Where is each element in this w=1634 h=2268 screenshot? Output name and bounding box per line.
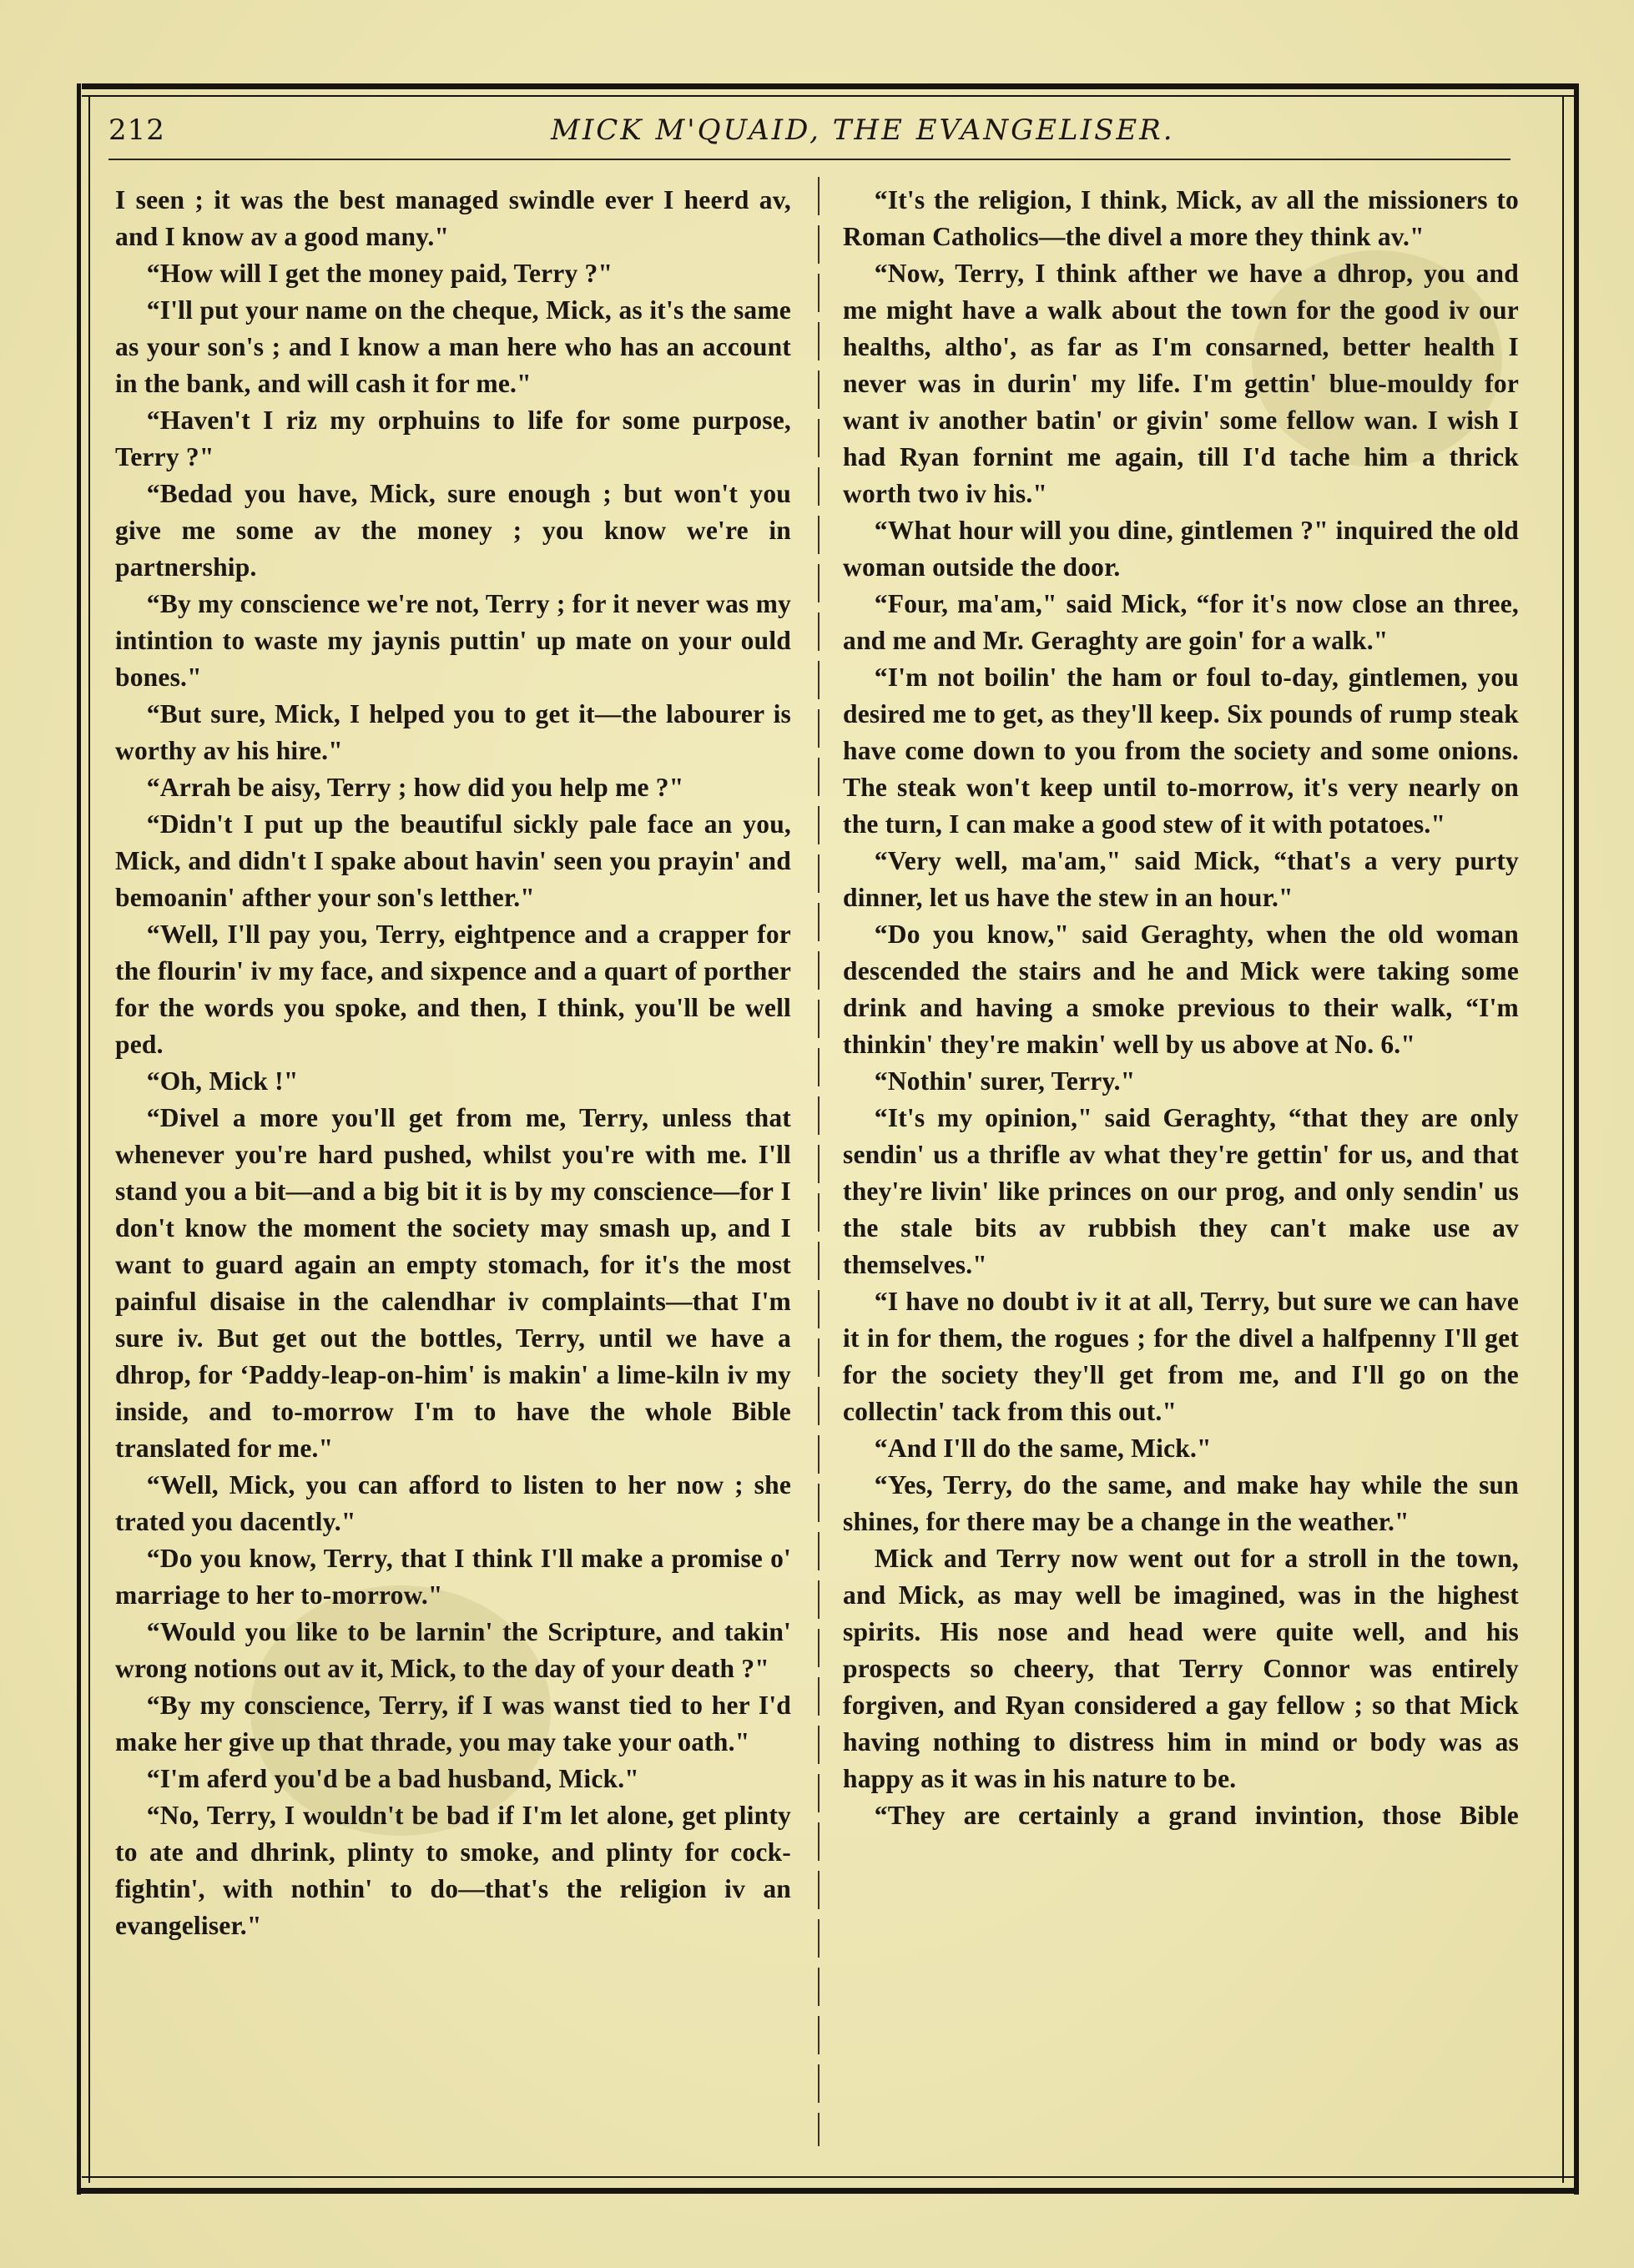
paragraph: “And I'll do the same, Mick." <box>874 1434 1212 1463</box>
page-number: 212 <box>108 113 165 147</box>
header-rule <box>108 159 1510 160</box>
paragraph: “Now, Terry, I think afther we have a dhrop, you and me might have a walk about the town for the good iv our healths, altho', as far as I'm consarned, better health I never was in durin' my life. I'm gettin' blue-mouldy for want iv another batin' or givin' some fellow wan. I wish I had Ryan fornint me again, till I'd tache him a thrick worth two iv his." <box>843 259 1519 508</box>
running-head: MICK M'QUAID, THE EVANGELISER. <box>551 113 1175 147</box>
paragraph: “Arrah be aisy, Terry ; how did you help me ?" <box>146 773 684 802</box>
paragraph: “Very well, ma'am," said Mick, “that's a very purty dinner, let us have the stew in an hour." <box>843 846 1519 912</box>
paragraph: “Bedad you have, Mick, sure enough ; but won't you give me some av the money ; you know we're in partnership. <box>115 479 791 582</box>
paragraph: “Well, Mick, you can afford to listen to her now ; she trated you dacently." <box>115 1470 791 1536</box>
paragraph: “What hour will you dine, gintlemen ?" inquired the old woman outside the door. <box>843 516 1519 582</box>
paragraph: “I have no doubt iv it at all, Terry, but sure we can have it in for them, the rogues ; for the divel a halfpenny I'll get for the society they'll get from me, and I'll go on the collectin' tack from this out." <box>843 1287 1519 1426</box>
paragraph: “No, Terry, I wouldn't be bad if I'm let alone, get plinty to ate and dhrink, plinty to smoke, and plinty for cock-fightin', with nothin' to do—that's the religion iv an evangeliser." <box>115 1801 791 1940</box>
frame-right-thick-rule <box>1574 83 1579 2195</box>
frame-top-thin-rule <box>82 95 1577 97</box>
frame-left-thick-rule <box>77 83 81 2195</box>
paragraph: “Do you know, Terry, that I think I'll make a promise o' marriage to her to-morrow." <box>115 1544 791 1610</box>
right-column <box>843 182 1519 1834</box>
paragraph: “I'm aferd you'd be a bad husband, Mick." <box>146 1764 639 1793</box>
paragraph: “I'll put your name on the cheque, Mick, as it's the same as your son's ; and I know a man here who has an account in the bank, and will cash it for me." <box>115 295 791 398</box>
frame-right-thin-rule <box>1562 97 1564 2183</box>
paragraph: I seen ; it was the best managed swindle ever I heerd av, and I know av a good many." <box>115 185 791 251</box>
paragraph: “It's the religion, I think, Mick, av all the missioners to Roman Catholics—the divel a more they think av." <box>843 185 1519 251</box>
frame-left-thin-rule <box>88 97 90 2183</box>
paragraph: “Didn't I put up the beautiful sickly pale face an you, Mick, and didn't I spake about havin' seen you prayin' and bemoanin' afther your son's letther." <box>115 809 791 912</box>
left-column <box>115 182 791 1944</box>
paragraph: “It's my opinion," said Geraghty, “that they are only sendin' us a thrifle av what they're gettin' for us, and that they're livin' like princes on our prog, and only sendin' us the stale bits av rubbish they can't make use av themselves." <box>843 1103 1519 1279</box>
paragraph: “Haven't I riz my orphuins to life for some purpose, Terry ?" <box>115 406 791 471</box>
paragraph: “Would you like to be larnin' the Scripture, and takin' wrong notions out av it, Mick, to the day of your death ?" <box>115 1617 791 1683</box>
paragraph: “Four, ma'am," said Mick, “for it's now close an three, and me and Mr. Geraghty are goin' for a walk." <box>843 589 1519 655</box>
page-header <box>108 108 1510 155</box>
frame-bottom-thin-rule <box>82 2176 1577 2178</box>
paragraph: “Oh, Mick !" <box>146 1066 299 1096</box>
paragraph: Mick and Terry now went out for a stroll in the town, and Mick, as may well be imagined, was in the highest spirits. His nose and head were quite well, and his prospects so cheery, that Terry Connor was entirely forgiven, and Ryan considered a gay fellow ; so that Mick having nothing to distress him in mind or body was as happy as it was in his nature to be. <box>843 1544 1519 1793</box>
paragraph: “Well, I'll pay you, Terry, eightpence and a crapper for the flourin' iv my face, and sixpence and a quart of porther for the words you spoke, and then, I think, you'll be well ped. <box>115 920 791 1059</box>
paragraph: “How will I get the money paid, Terry ?" <box>146 259 613 288</box>
frame-top-thick-rule <box>82 83 1577 89</box>
paragraph: “Do you know," said Geraghty, when the old woman descended the stairs and he and Mick were taking some drink and having a smoke previous to their walk, “I'm thinkin' they're makin' well by us above at No. 6." <box>843 920 1519 1059</box>
paragraph: “Yes, Terry, do the same, and make hay while the sun shines, for there may be a change in the weather." <box>843 1470 1519 1536</box>
paragraph: “They are certainly a grand invintion, those Bible <box>874 1801 1519 1830</box>
paragraph: “By my conscience we're not, Terry ; for it never was my intintion to waste my jaynis puttin' up mate on your ould bones." <box>115 589 791 692</box>
frame-bottom-thick-rule <box>77 2188 1579 2194</box>
paragraph: “By my conscience, Terry, if I was wanst tied to her I'd make her give up that thrade, you may take your oath." <box>115 1691 791 1756</box>
paragraph: “Divel a more you'll get from me, Terry, unless that whenever you're hard pushed, whilst you're with me. I'll stand you a bit—and a big bit it is by my conscience—for I don't know the moment the society may smash up, and I want to guard again an empty stomach, for it's the most painful disaise in the calendhar iv complaints—that I'm sure iv. But get out the bottles, Terry, until we have a dhrop, for ‘Paddy-leap-on-him' is makin' a lime-kiln iv my inside, and to-morrow I'm to have the whole Bible translated for me." <box>115 1103 791 1463</box>
paragraph: “I'm not boilin' the ham or foul to-day, gintlemen, you desired me to get, as they'll keep. Six pounds of rump steak have come down to you from the society and some onions. The steak won't keep until to-morrow, it's very nearly on the turn, I can make a good stew of it with potatoes." <box>843 663 1519 839</box>
paragraph: “But sure, Mick, I helped you to get it—the labourer is worthy av his hire." <box>115 699 791 765</box>
paragraph: “Nothin' surer, Terry." <box>874 1066 1136 1096</box>
column-divider <box>818 177 820 2146</box>
